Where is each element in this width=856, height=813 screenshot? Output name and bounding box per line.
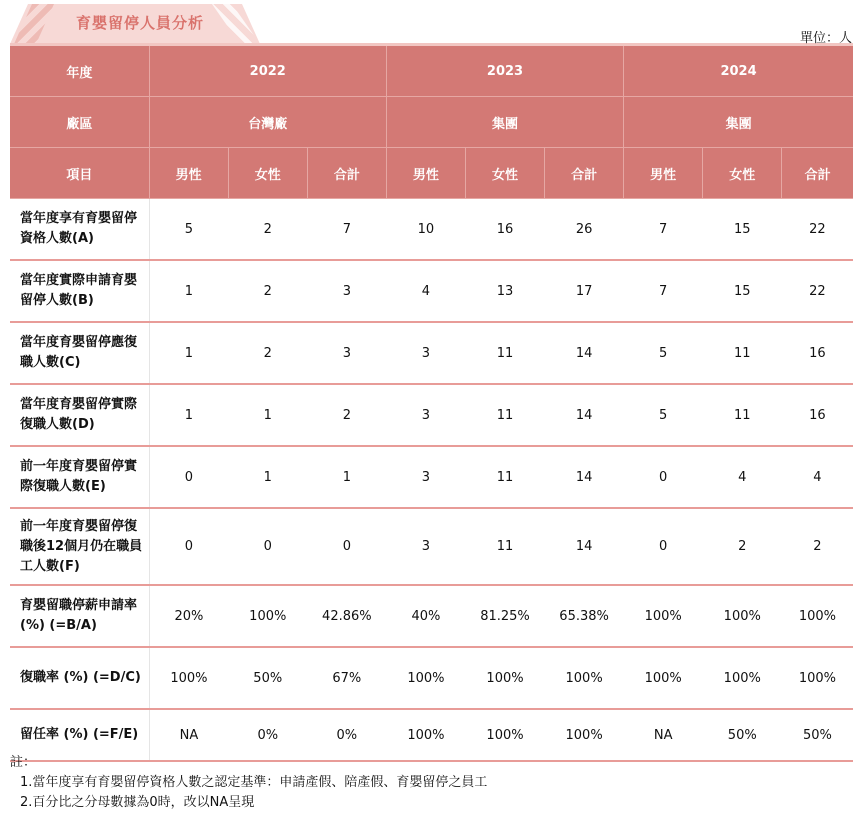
item-header-label: 項目 [10,148,149,199]
table-cell: 3 [386,446,465,508]
table-cell: 16 [782,384,853,446]
table-row [10,322,853,384]
table-cell: 42.86% [307,585,386,647]
row-label: 前一年度育嬰留停實際復職人數(E) [10,446,149,508]
table-cell: 65.38% [545,585,624,647]
year-header-label: 年度 [10,46,149,97]
table-cell: 26 [545,199,624,261]
table-cell: 2 [703,508,782,585]
table-cell: 1 [149,260,228,322]
area-2023: 集團 [386,97,623,148]
table-cell: 3 [386,508,465,585]
table-cell: 5 [149,199,228,261]
table-cell: 11 [703,322,782,384]
year-header-row [10,46,853,97]
table-row [10,199,853,261]
col-total: 合計 [782,148,853,199]
table-cell: 7 [307,199,386,261]
table-cell: 100% [545,647,624,709]
table-cell: 16 [465,199,544,261]
table-cell: 5 [624,322,703,384]
table-cell: 15 [703,260,782,322]
table-cell: 100% [386,709,465,761]
unit-label: 單位：人 [799,31,852,46]
table-cell: 3 [386,322,465,384]
table-cell: 100% [386,647,465,709]
table-cell: 13 [465,260,544,322]
notes [10,753,487,813]
table-cell: 0% [307,709,386,761]
table-cell: 100% [149,647,228,709]
table-cell: 10 [386,199,465,261]
col-female: 女性 [703,148,782,199]
area-2024: 集團 [624,97,853,148]
table-cell: 100% [465,709,544,761]
row-label: 當年度育嬰留停應復職人數(C) [10,322,149,384]
table-cell: 7 [624,260,703,322]
table-cell: 22 [782,199,853,261]
table-cell: 0% [228,709,307,761]
page-title: 育嬰留停人員分析 [76,14,205,32]
row-label: 復職率 (%) (=D/C) [10,647,149,709]
year-2024: 2024 [624,46,853,97]
table-cell: 1 [149,322,228,384]
table-cell: 14 [545,446,624,508]
table-cell: 50% [782,709,853,761]
area-header-label: 廠區 [10,97,149,148]
table-cell: 17 [545,260,624,322]
table-cell: 3 [307,322,386,384]
table-cell: NA [624,709,703,761]
notes-heading: 註： [10,755,37,770]
area-2022: 台灣廠 [149,97,386,148]
table-cell: 2 [228,322,307,384]
table-cell: 14 [545,322,624,384]
row-label: 當年度享有育嬰留停資格人數(A) [10,199,149,261]
note-item: 2.百分比之分母數據為0時，改以NA呈現 [20,795,255,810]
table-cell: 7 [624,199,703,261]
table-cell: 0 [624,446,703,508]
table-cell: 11 [465,384,544,446]
table-cell: 0 [307,508,386,585]
table-cell: 11 [465,508,544,585]
row-label: 留任率 (%) (=F/E) [10,709,149,761]
table-cell: 100% [545,709,624,761]
item-header-row [10,148,853,199]
note-item: 1.當年度享有育嬰留停資格人數之認定基準：申請產假、陪產假、育嬰留停之員工 [20,775,488,790]
table-cell: 2 [307,384,386,446]
row-label: 育嬰留職停薪申請率 (%) (=B/A) [10,585,149,647]
table-cell: 11 [465,322,544,384]
table-cell: 15 [703,199,782,261]
table-cell: 100% [624,647,703,709]
table-cell: 0 [624,508,703,585]
col-male: 男性 [149,148,228,199]
area-header-row [10,97,853,148]
table-cell: 100% [465,647,544,709]
table-cell: 50% [228,647,307,709]
table-cell: 5 [624,384,703,446]
table-cell: 4 [703,446,782,508]
table-cell: 3 [386,384,465,446]
table-cell: 40% [386,585,465,647]
table-cell: 14 [545,508,624,585]
leave-analysis-table [10,46,853,762]
table-cell: NA [149,709,228,761]
col-total: 合計 [307,148,386,199]
table-cell: 1 [307,446,386,508]
table-cell: 20% [149,585,228,647]
table-cell: 2 [228,199,307,261]
col-female: 女性 [465,148,544,199]
col-male: 男性 [624,148,703,199]
col-total: 合計 [545,148,624,199]
table-cell: 100% [782,647,853,709]
table-cell: 100% [782,585,853,647]
table-cell: 2 [228,260,307,322]
table-cell: 0 [149,508,228,585]
table-row [10,384,853,446]
table-row [10,260,853,322]
table-cell: 100% [703,647,782,709]
row-label: 當年度實際申請育嬰留停人數(B) [10,260,149,322]
table-cell: 100% [624,585,703,647]
table-row [10,647,853,709]
year-2022: 2022 [149,46,386,97]
col-male: 男性 [386,148,465,199]
table-cell: 81.25% [465,585,544,647]
table-cell: 100% [703,585,782,647]
row-label: 前一年度育嬰留停復職後12個月仍在職員工人數(F) [10,508,149,585]
table-cell: 100% [228,585,307,647]
table-cell: 11 [703,384,782,446]
table-cell: 16 [782,322,853,384]
table-cell: 1 [228,384,307,446]
table-cell: 4 [782,446,853,508]
table-cell: 1 [149,384,228,446]
col-female: 女性 [228,148,307,199]
row-label: 當年度育嬰留停實際復職人數(D) [10,384,149,446]
table-cell: 0 [149,446,228,508]
table-cell: 22 [782,260,853,322]
table-cell: 11 [465,446,544,508]
table-cell: 0 [228,508,307,585]
table-cell: 14 [545,384,624,446]
table-cell: 4 [386,260,465,322]
table-row [10,508,853,585]
table-cell: 3 [307,260,386,322]
table-cell: 1 [228,446,307,508]
table-cell: 2 [782,508,853,585]
year-2023: 2023 [386,46,623,97]
table-cell: 50% [703,709,782,761]
table-row [10,446,853,508]
table-row [10,585,853,647]
table-cell: 67% [307,647,386,709]
